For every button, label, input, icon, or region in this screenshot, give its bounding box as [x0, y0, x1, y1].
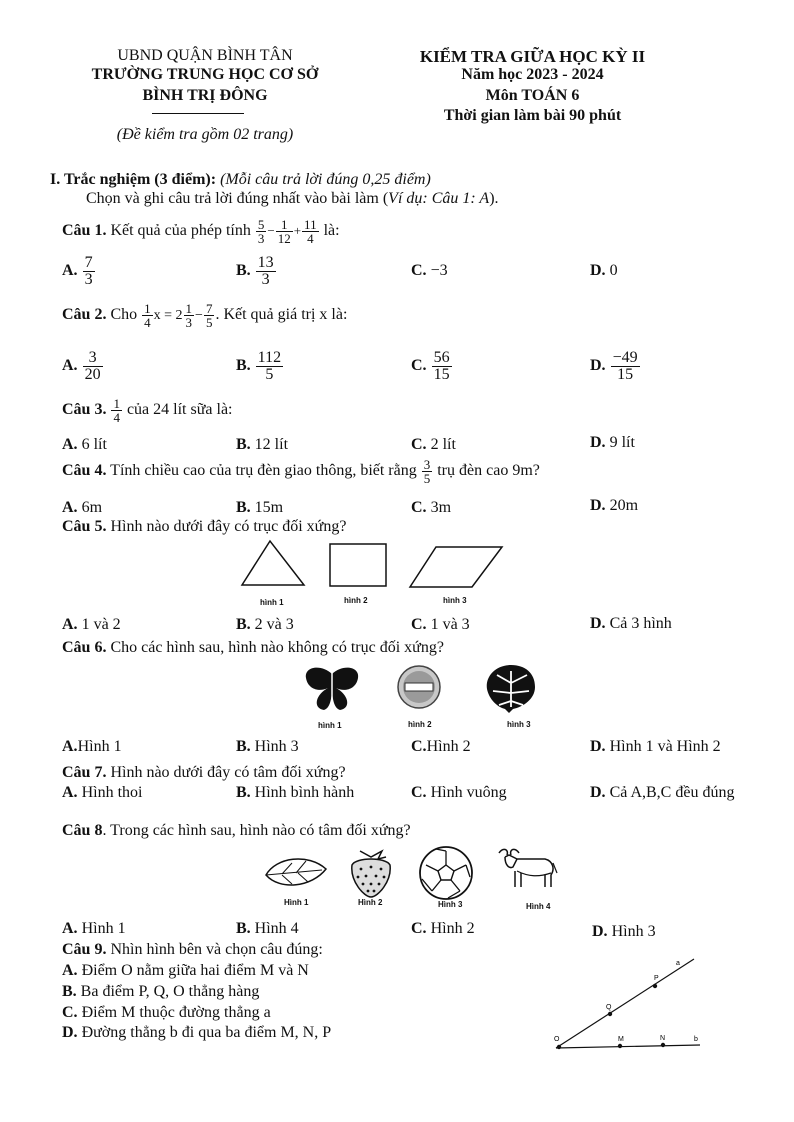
point-m	[618, 1044, 622, 1048]
point-o	[557, 1045, 561, 1049]
q5-option-b: B. 2 và 3	[236, 616, 294, 633]
figure-caption: Hình 3	[438, 900, 463, 909]
question-text-end: trụ đèn cao 9m?	[437, 462, 540, 480]
fraction: $\frac{1}{12}$	[277, 217, 291, 246]
question-label: Câu 1.	[62, 222, 107, 240]
question-text: Kết quả của phép tính	[110, 222, 251, 240]
question-3	[62, 397, 232, 424]
q9-option-c: C. Điểm M thuộc đường thẳng a	[62, 1004, 271, 1021]
q7-option-a: A. Hình thoi	[62, 784, 143, 801]
section-title-note: (Mỗi câu trả lời đúng 0,25 điểm)	[220, 171, 431, 188]
section-title	[50, 171, 431, 189]
q2-option-a: A. $\frac{3}{20}$	[62, 349, 101, 383]
figure-caption: hình 2	[344, 596, 368, 605]
question-text: Hình nào dưới đây có tâm đối xứng?	[110, 764, 346, 781]
fraction: $\frac{7}{5}$	[205, 301, 213, 330]
q5-option-c: C. 1 và 3	[411, 616, 470, 633]
parallelogram-shape	[410, 547, 502, 587]
header-divider	[152, 113, 244, 114]
department-name: UBND QUẬN BÌNH TÂN	[117, 47, 293, 64]
q9-option-d: D. Đường thẳng b đi qua ba điểm M, N, P	[62, 1024, 332, 1041]
q2-option-c: C. $\frac{56}{15}$	[411, 349, 450, 383]
q3-option-a: A. 6 lít	[62, 436, 107, 453]
q3-option-b: B. 12 lít	[236, 436, 289, 453]
page-count-note: (Đề kiểm tra gồm 02 trang)	[116, 126, 294, 143]
q9-option-b: B. Ba điểm P, Q, O thẳng hàng	[62, 983, 260, 1000]
figure-caption: Hình 1	[284, 898, 309, 907]
strawberry-icon	[346, 843, 396, 899]
q6-option-d: D. Hình 1 và Hình 2	[590, 738, 721, 755]
question-label: Câu 8	[62, 822, 103, 839]
question-6	[62, 639, 444, 657]
question-text: . Trong các hình sau, hình nào có tâm đối xứng?	[102, 822, 411, 839]
q8-option-d: D. Hình 3	[592, 923, 656, 940]
q3-option-d: D. 9 lít	[590, 434, 635, 451]
figure-caption: Hình 2	[358, 898, 383, 907]
q1-option-a: A. $\frac{7}{3}$	[62, 254, 93, 288]
line-a	[556, 959, 694, 1048]
question-text: Cho các hình sau, hình nào không có trục đối xứng?	[110, 639, 444, 656]
section-title-text: I. Trắc nghiệm (3 điểm):	[50, 171, 217, 188]
q1-option-b: B. $\frac{13}{3}$	[236, 254, 274, 288]
point-q	[608, 1012, 612, 1016]
q5-option-a: A. 1 và 2	[62, 616, 121, 633]
figure-caption: hình 1	[260, 598, 284, 607]
duration: Thời gian làm bài 90 phút	[443, 107, 622, 124]
q9-geometry-figure	[544, 955, 714, 1055]
figure-caption: hình 3	[443, 596, 467, 605]
q1-option-d: D. 0	[590, 262, 618, 279]
triangle-shape	[242, 541, 304, 585]
question-text: Cho	[110, 306, 138, 324]
q4-option-b: B. 15m	[236, 499, 284, 516]
label-n: N	[660, 1035, 666, 1042]
label-p: P	[654, 975, 659, 982]
label-q: Q	[606, 1004, 612, 1011]
figure-caption: hình 2	[408, 720, 432, 729]
q5-figures	[238, 538, 398, 598]
q7-option-c: C. Hình vuông	[411, 784, 507, 801]
q2-option-d: D. $\frac{-49}{15}$	[590, 349, 638, 383]
school-year: Năm học 2023 - 2024	[461, 66, 604, 83]
question-text: Nhìn hình bên và chọn câu đúng:	[106, 941, 323, 958]
no-entry-sign-icon	[396, 665, 446, 711]
question-label: Câu 4.	[62, 462, 107, 480]
buffalo-icon	[495, 845, 559, 893]
question-label: Câu 9.	[62, 941, 107, 958]
q4-option-d: D. 20m	[590, 497, 639, 514]
fraction: $\frac{1}{4}$	[144, 301, 151, 330]
equation-part: x = 2	[153, 308, 183, 324]
figure-caption: hình 1	[318, 721, 342, 730]
fraction: $\frac{3}{5}$	[423, 457, 431, 486]
fraction: $\frac{5}{3}$	[257, 217, 265, 246]
question-5	[62, 518, 346, 536]
q9-option-a: A. Điểm O nằm giữa hai điểm M và N	[62, 962, 309, 979]
question-1: Câu 1. Kết quả của phép tính $\frac{5}{3}$ − $\frac{1}{12}$ + $\frac{11}{4}$ là:	[62, 217, 340, 246]
figure-caption: hình 3	[507, 720, 531, 729]
question-text: của 24 lít sữa là:	[126, 401, 233, 419]
fraction: $\frac{1}{3}$	[185, 301, 193, 330]
q3-option-c: C. 2 lít	[411, 436, 456, 453]
exam-title: KIỂM TRA GIỮA HỌC KỲ II	[419, 47, 646, 66]
school-name-line1: TRƯỜNG TRUNG HỌC CƠ SỞ	[91, 66, 319, 83]
q8-option-b: B. Hình 4	[236, 920, 299, 937]
question-text-end: là:	[323, 222, 340, 240]
label-o: O	[554, 1036, 560, 1043]
q6-option-c: C.Hình 2	[411, 738, 471, 755]
square-shape	[330, 544, 386, 586]
fraction: $\frac{11}{4}$	[304, 217, 317, 246]
butterfly-icon	[302, 664, 362, 714]
question-9	[62, 941, 323, 959]
question-text: Tính chiều cao của trụ đèn giao thông, biết rằng	[110, 462, 417, 480]
question-label: Câu 5.	[62, 518, 107, 535]
q2-option-b: B. $\frac{112}{5}$	[236, 349, 282, 383]
question-2: Câu 2. Cho $\frac{1}{4}$ x = 2 $\frac{1}{3}$ − $\frac{7}{5}$ . Kết quả giá trị x là:	[62, 301, 348, 330]
line-b	[556, 1045, 700, 1048]
instruction-example: Ví dụ: Câu 1: A	[388, 190, 490, 207]
question-label: Câu 2.	[62, 306, 107, 324]
figure-caption: Hình 4	[526, 902, 551, 911]
q7-option-d: D. Cả A,B,C đều đúng	[590, 784, 735, 801]
q6-option-b: B. Hình 3	[236, 738, 299, 755]
question-8	[62, 822, 411, 840]
q5-option-d: D. Cả 3 hình	[590, 615, 672, 632]
leaf-icon	[262, 853, 332, 893]
instruction-text: Chọn và ghi câu trả lời đúng nhất vào bài làm (	[86, 190, 389, 207]
instruction-end: ).	[489, 190, 499, 207]
q7-option-b: B. Hình bình hành	[236, 784, 355, 801]
q8-option-c: C. Hình 2	[411, 920, 475, 937]
q6-option-a: A.Hình 1	[62, 738, 122, 755]
point-p	[653, 984, 657, 988]
label-m: M	[618, 1036, 624, 1043]
soccer-ball-icon	[418, 845, 474, 901]
q1-option-c: C. −3	[411, 262, 448, 279]
section-instruction	[86, 190, 499, 208]
question-label: Câu 6.	[62, 639, 107, 656]
q8-option-a: A. Hình 1	[62, 920, 126, 937]
point-n	[661, 1043, 665, 1047]
subject: Môn TOÁN 6	[485, 87, 580, 104]
question-text: Hình nào dưới đây có trục đối xứng?	[110, 518, 347, 535]
fraction: $\frac{1}{4}$	[113, 396, 120, 425]
question-text-end: . Kết quả giá trị x là:	[215, 306, 348, 324]
question-label: Câu 7.	[62, 764, 107, 781]
question-7	[62, 764, 346, 782]
label-b: b	[694, 1036, 698, 1043]
question-4	[62, 458, 540, 485]
label-a: a	[676, 960, 680, 967]
question-label: Câu 3.	[62, 401, 107, 419]
q4-option-c: C. 3m	[411, 499, 452, 516]
q4-option-a: A. 6m	[62, 499, 103, 516]
monstera-leaf-icon	[483, 663, 539, 715]
school-name-line2: BÌNH TRỊ ĐÔNG	[142, 87, 268, 104]
